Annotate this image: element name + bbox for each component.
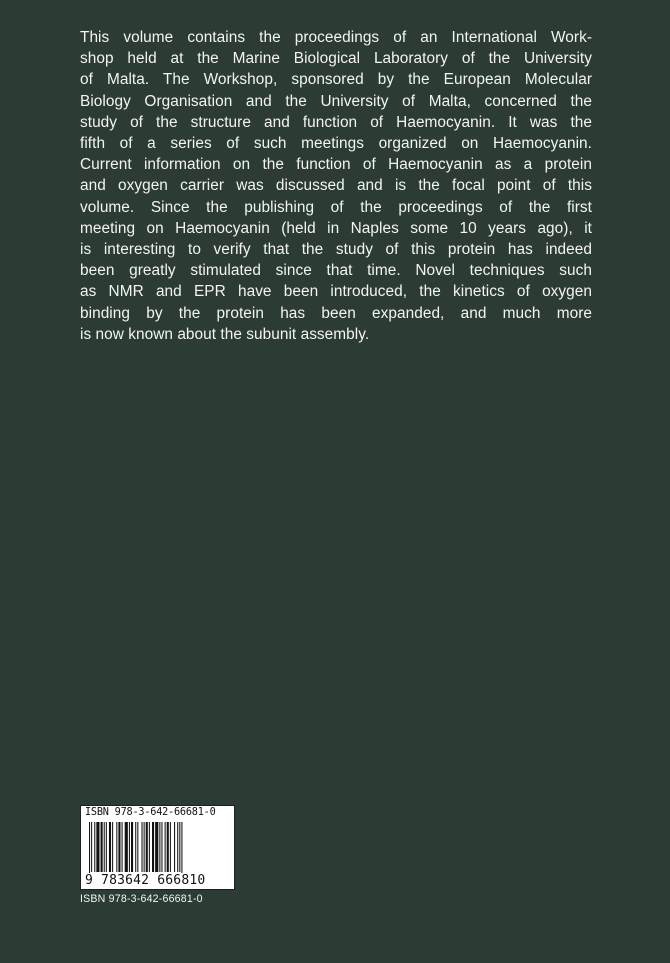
blurb-line: of Malta. The Workshop, sponsored by the European Molecular: [80, 71, 592, 89]
barcode-isbn-text: ISBN 978-3-642-66681-0: [85, 807, 216, 818]
blurb-line: study of the structure and function of Haemocyanin. It was the: [80, 113, 592, 131]
isbn-text: ISBN 978-3-642-66681-0: [80, 893, 203, 905]
blurb-line: binding by the protein has been expanded, and much more: [80, 304, 592, 322]
blurb-line: been greatly stimulated since that time. Novel techniques such: [80, 262, 592, 280]
blurb-line: and oxygen carrier was discussed and is the focal point of this: [80, 177, 592, 195]
cover-blurb: [80, 27, 592, 345]
blurb-line: is now known about the subunit assembly.: [80, 325, 370, 343]
blurb-line: fifth of a series of such meetings organized on Haemocyanin.: [80, 135, 592, 153]
barcode-digits: 9 783642 666810: [85, 873, 206, 888]
blurb-line: shop held at the Marine Biological Laboratory of the University: [80, 50, 592, 68]
blurb-line: volume. Since the publishing of the proceedings of the first: [80, 198, 592, 216]
blurb-line: as NMR and EPR have been introduced, the kinetics of oxygen: [80, 283, 592, 301]
barcode-icon: [83, 822, 233, 878]
blurb-line: This volume contains the proceedings of an International Work-: [80, 29, 592, 46]
blurb-line: is interesting to verify that the study of this protein has indeed: [80, 241, 592, 259]
blurb-line: Current information on the function of Haemocyanin as a protein: [80, 156, 592, 174]
barcode-label: [80, 805, 235, 890]
blurb-line: meeting on Haemocyanin (held in Naples some 10 years ago), it: [80, 219, 592, 237]
blurb-line: Biology Organisation and the University of Malta, concerned the: [80, 92, 592, 110]
